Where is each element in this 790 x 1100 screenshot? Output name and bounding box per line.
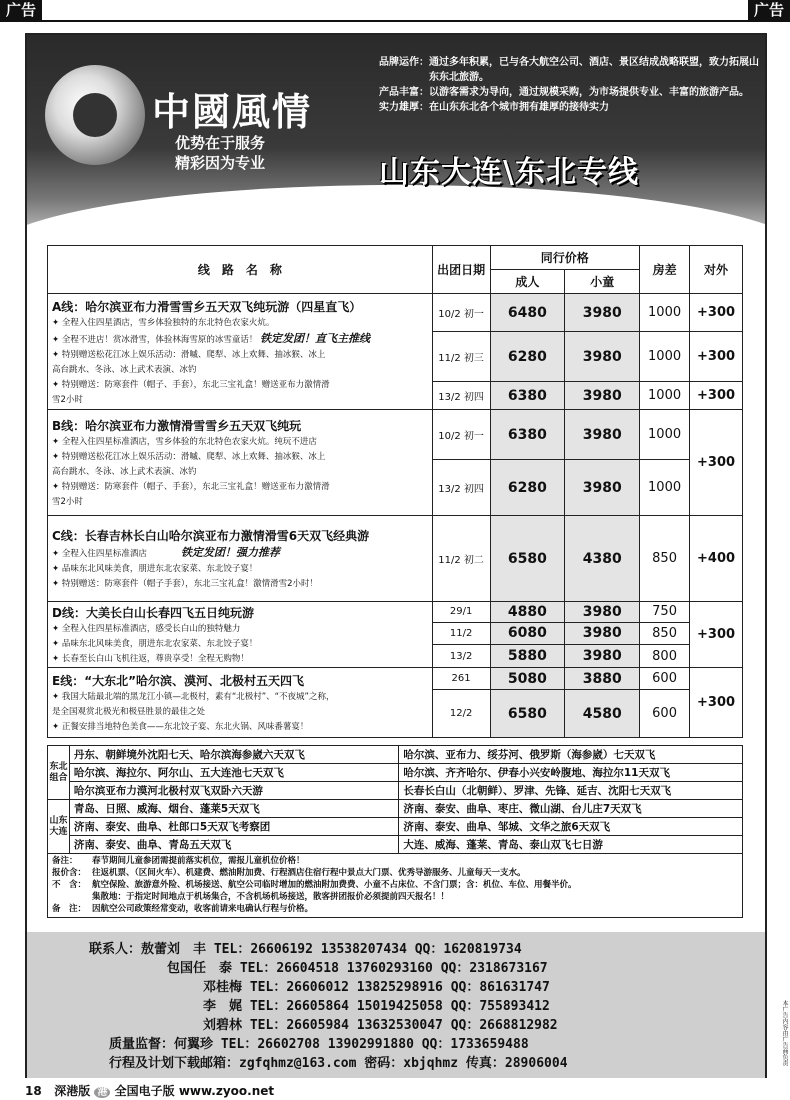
note-key: 备 注：	[52, 904, 87, 914]
departure-date: 12/2	[432, 690, 490, 738]
adult-price: 6380	[490, 382, 565, 410]
route-e-cell	[48, 668, 433, 738]
edition-label: 深港版	[54, 1084, 91, 1098]
contact-tel: 26604518	[276, 961, 339, 976]
note-row	[52, 879, 738, 891]
child-price: 3980	[565, 460, 640, 516]
tel-label: TEL：	[239, 961, 277, 976]
combo-route: 济南、泰安、曲阜、邹城、文华之旅6天双飞	[399, 818, 743, 836]
header-curve	[27, 185, 765, 240]
contact-line	[167, 957, 548, 976]
child-price: 3980	[565, 410, 640, 460]
quality-mobile: 13902991880	[327, 1037, 414, 1052]
qq-label: QQ：	[414, 942, 444, 957]
intro-key: 实力雄厚：	[379, 102, 429, 113]
bullet: ✦ 全程入住四星标准酒店，雪乡体验的东北特色农家火炕。纯玩不进店	[52, 437, 317, 447]
combo-route: 大连、威海、蓬莱、青岛、泰山双飞七日游	[399, 836, 743, 854]
adult-price: 5880	[490, 645, 565, 668]
route-a-title: A线：哈尔滨亚布力滑雪雪乡五天双飞纯玩游（四星直飞）	[52, 299, 362, 314]
child-price: 3980	[565, 382, 640, 410]
departure-date: 10/2 初一	[432, 410, 490, 460]
room-diff: 850	[640, 516, 690, 602]
bullet: 雪2小时	[52, 497, 83, 507]
external-surcharge: +300	[690, 410, 743, 516]
bullet: ✦ 特别赠送：防寒套件（帽子、手套），东北三宝礼盒！赠送亚布力激情滑	[52, 482, 330, 492]
external-surcharge: +400	[690, 516, 743, 602]
contact-qq: 2668812982	[479, 1018, 558, 1033]
bullet	[52, 331, 428, 348]
bullet: ✦ 全程入住四星标准酒店，感受长白山的独特魅力	[52, 624, 241, 634]
route-c-bullets	[48, 545, 432, 592]
bullet: ✦ 特别赠送：防寒套件（帽子手套），东北三宝礼盒！激情滑雪2小时！	[52, 579, 318, 589]
room-diff: 1000	[640, 294, 690, 332]
room-diff: 800	[640, 645, 690, 668]
bullet: ✦ 长春至长白山飞机往返，尊贵享受！全程无购物！	[52, 654, 249, 664]
note-text: 因航空公司政策经常变动，收客前请来电确认行程与价格。	[92, 904, 314, 914]
ad-label-left: 广告	[0, 0, 42, 20]
intro-row	[379, 55, 759, 85]
contact-tel: 26606012	[286, 980, 349, 995]
contact-tel: 26605864	[286, 999, 349, 1014]
route-d-title: D线：大美长白山长春四飞五日纯玩游	[52, 606, 254, 620]
child-price: 3980	[565, 294, 640, 332]
route-c-cell	[48, 516, 433, 602]
bullet: 是全国观赏北极光和极昼胜景的最佳之处	[52, 707, 206, 717]
quality-qq: 1733659488	[450, 1037, 529, 1052]
departure-date: 261	[432, 668, 490, 690]
note-key: 备注：	[52, 856, 78, 866]
password-value: xbjqhmz	[403, 1056, 459, 1071]
adult-price: 6280	[490, 460, 565, 516]
ad-frame	[25, 33, 767, 1078]
intro-value: 通过多年积累，已与各大航空公司、酒店、景区结成战略联盟，致力拓展山东东北旅游。	[429, 57, 759, 83]
note-key: 报价含：	[52, 868, 87, 878]
departure-date: 10/2 初一	[432, 294, 490, 332]
combo-route: 哈尔滨、齐齐哈尔、伊春小兴安岭腹地、海拉尔11天双飞	[399, 764, 743, 782]
combo-route: 哈尔滨、亚布力、绥芬河、俄罗斯（海参崴）七天双飞	[399, 746, 743, 764]
contact-panel	[27, 932, 765, 1078]
contact-name: 邓桂梅	[203, 980, 243, 995]
contact-mobile: 15019425058	[356, 999, 443, 1014]
adult-price: 6280	[490, 332, 565, 382]
tel-label: TEL：	[249, 980, 287, 995]
contact-name: 李 娓	[203, 999, 243, 1014]
combo-routes-table	[47, 745, 743, 854]
header-external: 对外	[690, 246, 743, 294]
route-c-title: C线：长春吉林长白山哈尔滨亚布力激情滑雪6天双飞经典游	[52, 529, 370, 543]
download-line	[109, 1052, 568, 1071]
brand-name: 中國風情	[152, 89, 313, 134]
room-diff: 1000	[640, 410, 690, 460]
brand-slogan	[175, 133, 265, 173]
tel-label: TEL：	[249, 999, 287, 1014]
side-note: 本广告内容由广告商负责	[781, 1000, 788, 1066]
note-row	[52, 891, 738, 903]
contact-tel: 26606192	[250, 942, 313, 957]
bullet: ✦ 品味东北风味美食，朋进东北农家菜、东北饺子宴！	[52, 564, 258, 574]
departure-date: 13/2 初四	[432, 460, 490, 516]
route-a-stamp: 铁定发团！直飞主推线	[260, 331, 371, 345]
contact-qq: 755893412	[479, 999, 550, 1014]
bullet: ✦ 特别赠送松花江冰上娱乐活动：滑嘁、爬犁、冰上欢舞、抽冰猴、冰上	[52, 452, 326, 462]
bullet: ✦ 正餐安排当地特色美食——东北饺子宴、东北火锅、风味番薯宴！	[52, 722, 309, 732]
quality-line	[109, 1033, 529, 1052]
contact-line	[203, 995, 550, 1014]
external-surcharge: +300	[690, 332, 743, 382]
intro-key: 品牌运作：	[379, 57, 429, 68]
contact-mobile: 13760293160	[346, 961, 433, 976]
note-row	[52, 867, 738, 879]
room-diff: 600	[640, 668, 690, 690]
contact-name: 包国任 泰	[167, 961, 233, 976]
departure-date: 11/2	[432, 622, 490, 645]
contact-label: 联系人：	[89, 942, 142, 957]
route-a-bullets	[48, 316, 432, 408]
tel-label: TEL：	[249, 1018, 287, 1033]
bullet: ✦ 品味东北风味美食，朋进东北农家菜、东北饺子宴！	[52, 639, 258, 649]
adult-price: 4880	[490, 602, 565, 623]
contact-name: 敖蕾刘 丰	[141, 942, 207, 957]
header-child: 小童	[565, 270, 640, 294]
fax-label: 传真：	[465, 1056, 505, 1071]
bullet	[52, 545, 428, 562]
header-departure: 出团日期	[432, 246, 490, 294]
bullet: ✦ 特别赠送：防寒套件（帽子、手套），东北三宝礼盒！赠送亚布力激情滑	[52, 379, 330, 390]
child-price: 3980	[565, 332, 640, 382]
route-b-bullets	[48, 435, 432, 510]
intro-value: 在山东东北各个城市拥有雄厚的接待实力	[429, 102, 609, 113]
page-number: 18	[25, 1084, 42, 1098]
brand-intro	[379, 55, 759, 115]
combo-route: 济南、泰安、曲阜、杜郎口5天双飞考察团	[69, 818, 398, 836]
qq-label: QQ：	[450, 980, 480, 995]
bullet: ✦ 全程入住四星酒店，雪乡体验独特的东北特色农家火炕。	[52, 317, 275, 328]
price-notes	[47, 853, 743, 918]
page-title: 山东大连\东北专线	[379, 155, 639, 190]
adult-price: 6480	[490, 294, 565, 332]
brand-logo-icon	[45, 65, 145, 165]
child-price: 3980	[565, 622, 640, 645]
route-d-cell	[48, 602, 433, 668]
contact-line	[203, 976, 550, 995]
child-price: 3980	[565, 645, 640, 668]
room-diff: 1000	[640, 332, 690, 382]
email-label: 行程及计划下载邮箱：	[109, 1056, 240, 1071]
contact-mobile: 13538207434	[320, 942, 407, 957]
room-diff: 850	[640, 622, 690, 645]
note-key: 不 含：	[52, 880, 87, 890]
external-surcharge: +300	[690, 668, 743, 738]
combo-route: 青岛、日照、威海、烟台、蓬莱5天双飞	[69, 800, 398, 818]
brand-header	[27, 35, 765, 240]
contact-qq: 861631747	[479, 980, 550, 995]
intro-row	[379, 85, 759, 100]
route-c-stamp: 铁定发团！强力推荐	[180, 546, 280, 559]
adult-price: 6080	[490, 622, 565, 645]
room-diff: 750	[640, 602, 690, 623]
fax-value: 28906004	[504, 1056, 568, 1071]
combo-label-northeast: 东北组合	[48, 746, 70, 800]
bullet: 雪2小时	[52, 394, 83, 405]
email-link[interactable]: zgfqhmz@163.com	[239, 1056, 357, 1071]
departure-date: 11/2 初三	[432, 332, 490, 382]
note-row	[52, 855, 738, 867]
bullet: 高台跳水、冬泳、冰上武术表演、冰钓	[52, 467, 197, 477]
password-label: 密码：	[364, 1056, 404, 1071]
note-row	[52, 903, 738, 915]
header-adult: 成人	[490, 270, 565, 294]
contact-line	[89, 938, 522, 957]
departure-date: 29/1	[432, 602, 490, 623]
header-room-diff: 房差	[640, 246, 690, 294]
bullet-text: ✦ 全程入住四星标准酒店	[52, 549, 147, 559]
contact-qq: 2318673167	[469, 961, 548, 976]
adult-price: 6380	[490, 410, 565, 460]
quality-name: 何翼珍	[174, 1037, 214, 1052]
adult-price: 6580	[490, 690, 565, 738]
note-key	[52, 891, 92, 903]
departure-date: 13/2 初四	[432, 382, 490, 410]
external-surcharge: +300	[690, 294, 743, 332]
room-diff: 1000	[640, 382, 690, 410]
route-e-bullets	[48, 690, 432, 735]
combo-route: 济南、泰安、曲阜、枣庄、微山湖、台儿庄7天双飞	[399, 800, 743, 818]
adult-price: 5080	[490, 668, 565, 690]
slogan-line-2: 精彩因为专业	[175, 154, 266, 172]
bullet: ✦ 特别赠送松花江冰上娱乐活动：滑嘁、爬犁、冰上欢舞、抽冰猴、冰上	[52, 349, 326, 360]
combo-route: 长春长白山（北朝鲜）、罗津、先锋、延吉、沈阳七天双飞	[399, 782, 743, 800]
intro-value: 以游客需求为导向，通过规模采购，为市场提供专业、丰富的旅游产品。	[429, 87, 749, 98]
room-diff: 1000	[640, 460, 690, 516]
edition-mark-icon: 港	[94, 1087, 110, 1098]
bullet: 高台跳水、冬泳、冰上武术表演、冰钓	[52, 364, 197, 375]
contact-mobile: 13632530047	[356, 1018, 443, 1033]
intro-row	[379, 100, 759, 115]
web-link[interactable]: 全国电子版 www.zyoo.net	[114, 1084, 275, 1098]
external-surcharge: +300	[690, 382, 743, 410]
route-a-cell	[48, 294, 433, 410]
quality-label: 质量监督：	[109, 1037, 175, 1052]
qq-label: QQ：	[421, 1037, 451, 1052]
bullet: ✦ 我国大陆最北端的黑龙江小镇—北极村，素有“北极村”、“不夜城”之称，	[52, 692, 335, 702]
contact-tel: 26605984	[286, 1018, 349, 1033]
departure-date: 13/2	[432, 645, 490, 668]
adult-price: 6580	[490, 516, 565, 602]
bullet-text: ✦ 全程不进店！赏冰滑雪，体验林海雪原的冰雪童话！	[52, 334, 258, 345]
top-rule	[0, 20, 790, 22]
combo-route: 哈尔滨、海拉尔、阿尔山、五大连池七天双飞	[69, 764, 398, 782]
route-d-bullets	[48, 622, 432, 667]
combo-route: 哈尔滨亚布力漠河北极村双飞双卧六天游	[69, 782, 398, 800]
ad-label-right: 广告	[748, 0, 790, 20]
child-price: 3980	[565, 602, 640, 623]
note-text: 春节期间儿童参团需提前落实机位，需报儿童机位价格！	[92, 856, 305, 866]
qq-label: QQ：	[440, 961, 470, 976]
external-surcharge: +300	[690, 602, 743, 668]
qq-label: QQ：	[450, 1018, 480, 1033]
combo-label-shandong: 山东大连	[48, 800, 70, 854]
note-text: 集散地：于指定时间地点于机场集合，不含机场机场接送，散客拼团报价必须提前四天报名！！	[92, 892, 450, 902]
child-price: 3880	[565, 668, 640, 690]
quality-tel: 26602708	[257, 1037, 320, 1052]
departure-date: 11/2 初二	[432, 516, 490, 602]
note-text: 航空保险、旅游意外险、机场接送、航空公司临时增加的燃油附加费费、小童不占床位、不含门票；含：机位、车位、用餐半价。	[92, 880, 577, 890]
room-diff: 600	[640, 690, 690, 738]
child-price: 4580	[565, 690, 640, 738]
qq-label: QQ：	[450, 999, 480, 1014]
route-e-title: E线：“大东北”哈尔滨、漠河、北极村五天四飞	[52, 674, 304, 688]
page-footer	[25, 1082, 274, 1099]
tel-label: TEL：	[220, 1037, 258, 1052]
combo-route: 丹东、朝鲜境外沈阳七天、哈尔滨海参崴六天双飞	[69, 746, 398, 764]
slogan-line-1: 优势在于服务	[175, 134, 266, 152]
child-price: 4380	[565, 516, 640, 602]
route-price-table	[47, 245, 743, 738]
route-b-title: B线：哈尔滨亚布力激情滑雪雪乡五天双飞纯玩	[52, 419, 302, 433]
contact-mobile: 13825298916	[356, 980, 443, 995]
tel-label: TEL：	[213, 942, 251, 957]
header-peer-price: 同行价格	[490, 246, 640, 270]
header-route: 线 路 名 称	[48, 246, 433, 294]
route-b-cell	[48, 410, 433, 516]
contact-qq: 1620819734	[443, 942, 522, 957]
combo-route: 济南、泰安、曲阜、青岛五天双飞	[69, 836, 398, 854]
contact-line	[203, 1014, 558, 1033]
intro-key: 产品丰富：	[379, 87, 429, 98]
note-text: 往返机票、（区间火车）、机建费、燃油附加费、行程酒店住宿行程中景点大门票、优秀导游服务、儿童每天一支水。	[92, 868, 526, 878]
contact-name: 刘碧林	[203, 1018, 243, 1033]
